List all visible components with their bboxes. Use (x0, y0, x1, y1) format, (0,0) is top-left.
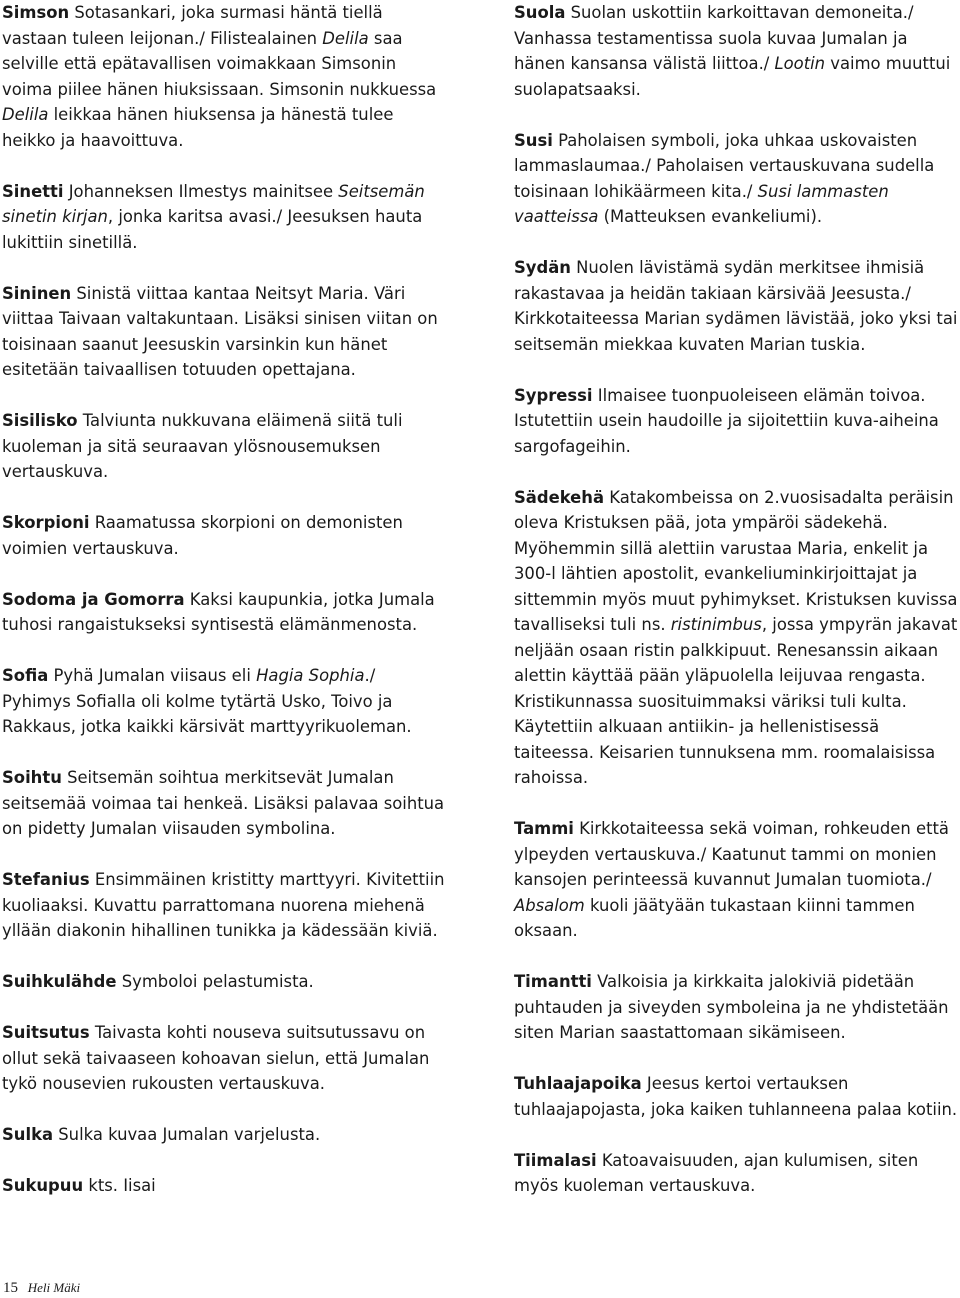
glossary-entry (2, 969, 448, 995)
page-number: 15 (3, 1280, 18, 1296)
entry-term: Sypressi (514, 385, 593, 405)
entry-text: vaimo muuttui suolapatsaaksi. (514, 54, 951, 99)
entry-term: Sydän (514, 258, 571, 277)
entry-term: Sukupuu (2, 1176, 84, 1195)
entry-text: leikkaa hänen hiuksensa ja hänestä tulee heikko ja haavoittuva. (2, 105, 394, 150)
entry-term: Sodoma ja Gomorra (2, 589, 185, 609)
entry-term: Sinetti (2, 181, 64, 201)
entry-text: Taivasta kohti nouseva suitsutussavu on ollut sekä taivaaseen kohoavan sielun, että Jumalan tykö nousevien rukousten vertauskuva. (2, 1023, 430, 1093)
glossary-entry (2, 1122, 448, 1148)
entry-term: Suihkulähde (2, 972, 117, 991)
entry-text: Nuolen lävistämä sydän merkitsee ihmisiä rakastavaa ja heidän takiaan kärsivää Jeesusta./ Kirkkotaiteessa Marian sydämen lävistää, joko yksi tai seitsemän miekkaa kuvaten Marian tuskia. (514, 258, 958, 354)
entry-italic-text: Delila (2, 105, 49, 124)
entry-text: Sotasankari, joka surmasi häntä tiellä vastaan tuleen leijonan./ Filistealainen (2, 3, 383, 48)
entry-text: Suolan uskottiin karkoittavan demoneita./ Vanhassa testamentissa suola kuvaa Jumalan ja hänen kansansa välistä liittoa./ (514, 3, 914, 73)
glossary-entry (514, 816, 960, 944)
entry-term: Tiimalasi (514, 1150, 597, 1170)
glossary-entry (514, 1071, 960, 1122)
entry-text: Talviunta nukkuvana eläimenä siitä tuli kuoleman ja sitä seuraavan ylösnousemuksen vertauskuva. (2, 411, 403, 481)
entry-italic-text: Seitsemän sinetin kirjan (2, 181, 425, 226)
glossary-entry (2, 765, 448, 842)
entry-term: Skorpioni (2, 513, 90, 532)
entry-text: Katoavaisuuden, ajan kulumisen, siten myös kuoleman vertauskuva. (514, 1150, 919, 1195)
glossary-entry (2, 408, 448, 485)
glossary-entry (514, 0, 960, 102)
entry-term: Timantti (514, 972, 592, 991)
entry-term: Suola (514, 3, 566, 22)
entry-term: Tuhlaajapoika (514, 1074, 642, 1093)
glossary-entry (514, 1148, 960, 1199)
glossary-entry (2, 510, 448, 561)
entry-text: saa selville että epätavallisen voimakkaan Simsonin voima piilee hänen hiuksissaan. Simsonin nukkuessa (2, 28, 437, 99)
glossary-entry (2, 867, 448, 944)
entry-text: Seitsemän soihtua merkitsevät Jumalan seitsemää voimaa tai henkeä. Lisäksi palavaa soihtua on pidetty Jumalan viisauden symbolina. (2, 768, 445, 838)
entry-text: (Matteuksen evankeliumi). (598, 207, 823, 226)
glossary-entry (2, 0, 448, 153)
entry-term: Sofia (2, 666, 49, 685)
glossary-entry (2, 587, 448, 638)
entry-text: Sulka kuvaa Jumalan varjelusta. (53, 1125, 321, 1144)
entry-term: Sulka (2, 1125, 54, 1144)
entry-text: Kirkkotaiteessa sekä voiman, rohkeuden että ylpeyden vertauskuva./ Kaatunut tammi on monien kansojen perinteessä kuvannut Jumalan tuomiota./ (514, 819, 949, 889)
glossary-entry (514, 383, 960, 460)
entry-text: Kaksi kaupunkia, jotka Jumala tuhosi rangaistukseksi syntisestä elämänmenosta. (2, 589, 435, 634)
glossary-entry (2, 281, 448, 383)
entry-term: Simson (2, 3, 70, 22)
entry-text: Sinistä viittaa kantaa Neitsyt Maria. Väri viittaa Taivaan valtakuntaan. Lisäksi sinisen viitan on toisinaan saanut Jeesuskin varsinkin kun hänet esitetään taivaallisen totuuden opettajana. (2, 283, 438, 379)
entry-text: Valkoisia ja kirkkaita jalokiviä pidetään puhtauden ja siveyden symboleina ja ne yhdistetään siten Marian saastattomaan sikämiseen. (514, 972, 949, 1042)
entry-text: Jeesus kertoi vertauksen tuhlaajapojasta, joka kaiken tuhlanneena palaa kotiin. (514, 1074, 958, 1119)
entry-term: Sisilisko (2, 411, 78, 430)
glossary-entry (2, 179, 448, 256)
entry-italic-text: Hagia Sophia (256, 666, 365, 685)
entry-term: Sädekehä (514, 487, 605, 507)
glossary-entry (514, 485, 960, 791)
glossary-entry (514, 255, 960, 357)
entry-term: Stefanius (2, 870, 90, 889)
entry-italic-text: ristinimbus (670, 615, 762, 634)
page-footer (3, 1280, 80, 1297)
entry-italic-text: Lootin (774, 54, 826, 73)
entry-text: Katakombeissa on 2.vuosisadalta peräisin oleva Kristuksen pää, jota ympäröi sädekehä. Myöhemmin sillä alettiin varustaa Maria, enkelit ja 300-l lähtien apostolit, evankeliuminkirjoittajat ja sittemmin myös muut pyhimykset. Kristuksen kuvissa tavalliseksi tuli ns. (514, 487, 958, 634)
entry-text: kuoli jäätyään tukastaan kiinni tammen oksaan. (514, 895, 915, 940)
entry-term: Susi (514, 130, 553, 150)
right-column (514, 0, 960, 1224)
entry-italic-text: Delila (322, 28, 369, 48)
entry-italic-text: Absalom (514, 895, 585, 915)
entry-term: Sininen (2, 283, 72, 303)
glossary-entry (2, 1020, 448, 1097)
entry-text: Paholaisen symboli, joka uhkaa uskovaisten lammaslaumaa./ Paholaisen vertauskuvana sudella toisinaan lohikäärmeen kita./ (514, 130, 935, 201)
entry-text: , jonka karitsa avasi./ Jeesuksen hauta lukittiin sinetillä. (2, 207, 423, 252)
entry-italic-text: Susi lammasten vaatteissa (514, 181, 889, 226)
glossary-entry (2, 1173, 448, 1199)
author-name: Heli Mäki (27, 1280, 81, 1295)
left-column (2, 0, 448, 1224)
glossary-entry (514, 969, 960, 1046)
entry-text: Ensimmäinen kristitty marttyyri. Kivitettiin kuoliaaksi. Kuvattu parrattomana nuorena miehenä yllään diakonin hihallinen tunikka ja kädessään kiviä. (2, 870, 445, 940)
entry-text: ./ Pyhimys Sofialla oli kolme tytärtä Usko, Toivo ja Rakkaus, jotka kaikki kärsivät marttyyrikuoleman. (2, 666, 412, 736)
entry-text: Ilmaisee tuonpuoleiseen elämän toivoa. Istutettiin usein haudoille ja sijoitettiin kuva-aiheina sargofageihin. (514, 385, 939, 456)
entry-text: Johanneksen Ilmestys mainitsee (63, 181, 339, 201)
glossary-entry (2, 663, 448, 740)
entry-text: kts. Iisai (83, 1176, 156, 1195)
entry-text: Symboloi pelastumista. (116, 972, 314, 991)
entry-text: Raamatussa skorpioni on demonisten voimien vertauskuva. (2, 513, 403, 558)
entry-term: Soihtu (2, 768, 62, 787)
entry-text: Pyhä Jumalan viisaus eli (48, 666, 257, 685)
entry-text: , jossa ympyrän jakavat neljään osaan ristin palkkipuut. Renesanssin aikaan alettin käyttää pään yläpuolella leijuvaa rengasta. Kristikunnassa suosituimmaksi väriksi tuli kulta. Käytettiin alkuaan antiikin- ja hellenistisessä taiteessa. Keisarien tunnuksena mm. roomalaisissa rahoissa. (514, 615, 958, 787)
entry-term: Tammi (514, 819, 574, 838)
glossary-entry (514, 128, 960, 230)
entry-term: Suitsutus (2, 1023, 90, 1042)
